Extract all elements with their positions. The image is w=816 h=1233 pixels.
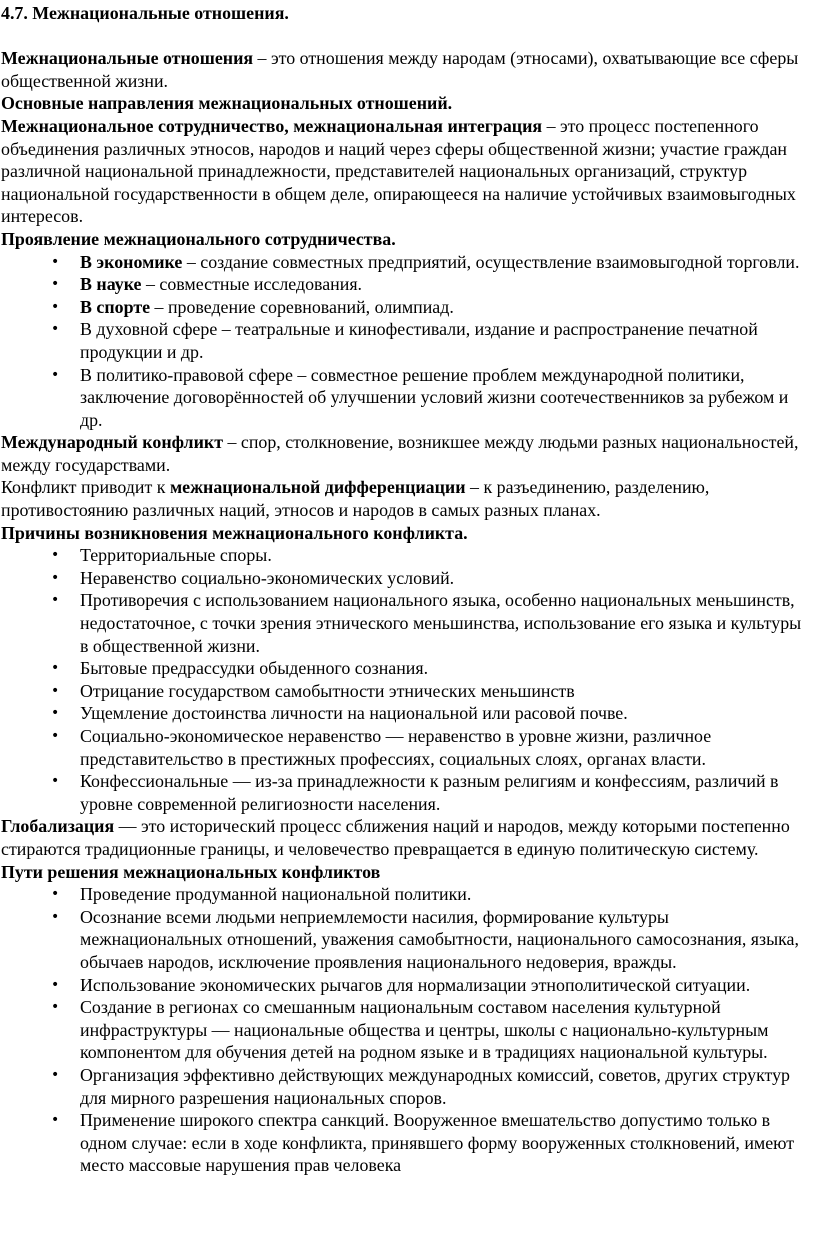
globalization-term: Глобализация (1, 816, 115, 837)
list-item: • Организация эффективно действующих международных комиссий, советов, других структур для мирного разрешения национальных споров. (1, 1064, 814, 1109)
conflict-paragraph (1, 431, 814, 476)
list-item (1, 318, 814, 363)
list-item: • Применение широкого спектра санкций. Вооруженное вмешательство допустимо только в одном случае: если в ходе конфликта, принявшего форму вооруженных столкновений, имеют место массовые нарушения прав человека (1, 1109, 814, 1177)
list-item: • Неравенство социально-экономических условий. (1, 567, 814, 590)
definition-term: Межнациональные отношения (1, 48, 254, 69)
list-item-text: – проведение соревнований, олимпиад. (150, 296, 454, 317)
conflict-text: – спор, столкновение, возникшее между людьми разных национальностей, между государствами. (1, 432, 799, 475)
list-item: • Территориальные споры. (1, 544, 814, 567)
list-item-bold: В экономике (80, 251, 183, 272)
list-item-text: В политико-правовой сфере – совместное решение проблем международной политики, заключение договорённостей об улучшении условий жизни соотечественников за рубежом и др. (80, 364, 789, 430)
list-item-text: – создание совместных предприятий, осуществление взаимовыгодной торговли. (182, 251, 800, 272)
list-item: • Противоречия с использованием национального языка, особенно национальных меньшинств, недостаточное, с точки зрения этнического меньшинства, использование его языка и культуры в общественной жизни. (1, 589, 814, 657)
globalization-text: — это исторический процесс сближения наций и народов, между которыми постепенно стираются традиционные границы, и человечество превращается в единую политическую систему. (1, 816, 790, 859)
list-item: • Социально-экономическое неравенство — неравенство в уровне жизни, различное представительство в престижных профессиях, социальных слоях, органах власти. (1, 725, 814, 770)
list-item: • Использование экономических рычагов для нормализации этнополитической ситуации. (1, 974, 814, 997)
differentiation-term: межнациональной дифференциации (169, 477, 466, 498)
list-item-text: В духовной сфере – театральные и кинофестивали, издание и распространение печатной продукции и др. (80, 319, 758, 362)
globalization-paragraph (1, 815, 814, 860)
directions-heading: Основные направления межнациональных отношений. (1, 93, 453, 114)
causes-heading: Причины возникновения межнационального конфликта. (1, 522, 468, 543)
solutions-list (1, 883, 814, 1177)
list-item: • Ущемление достоинства личности на национальной или расовой почве. (1, 702, 814, 725)
list-item: • Проведение продуманной национальной политики. (1, 883, 814, 906)
list-item: • Осознание всеми людьми неприемлемости насилия, формирование культуры межнациональных отношений, уважения самобытности, национального самосознания, языка, обычаев народов, исключение проявления национального недоверия, вражды. (1, 906, 814, 974)
list-item: • Конфессиональные — из-за принадлежности к разным религиям и конфессиям, различий в уровне современной религиозности населения. (1, 770, 814, 815)
list-item (1, 296, 814, 319)
list-item (1, 364, 814, 432)
cooperation-text: – это процесс постепенного объединения различных этносов, народов и наций через сферы общественной жизни; участие граждан различной национальной принадлежности, представителей национальных организаций, структур национальной государственности в общем деле, опирающееся на наличие устойчивых взаимовыгодных интересов. (1, 115, 796, 227)
differentiation-paragraph (1, 476, 814, 521)
list-item (1, 251, 814, 274)
list-item-bold: В спорте (80, 296, 151, 317)
solutions-heading: Пути решения межнациональных конфликтов (1, 861, 381, 882)
definition-paragraph (1, 47, 814, 92)
differentiation-before: Конфликт приводит к (1, 477, 170, 498)
causes-list (1, 544, 814, 815)
manifestation-list (1, 251, 814, 432)
manifestation-heading: Проявление межнационального сотрудничества. (1, 228, 396, 249)
list-item: • Бытовые предрассудки обыденного сознания. (1, 657, 814, 680)
cooperation-term: Межнациональное сотрудничество, межнациональная интеграция (1, 115, 543, 136)
cooperation-paragraph (1, 115, 814, 228)
differentiation-after: – к разъединению, разделению, противостоянию различных наций, этносов и народов в самых разных планах. (1, 477, 710, 521)
list-item-text: – совместные исследования. (141, 274, 363, 295)
list-item: • Создание в регионах со смешанным национальным составом населения культурной инфраструктуры — национальные общества и центры, школы с национально-культурным компонентом для обучения детей на родном языке и в традициях национальной культуры. (1, 996, 814, 1064)
list-item (1, 273, 814, 296)
list-item-bold: В науке (80, 274, 142, 295)
section-title: 4.7. Межнациональные отношения. (1, 3, 289, 23)
conflict-term: Международный конфликт (1, 432, 223, 453)
definition-text: – это отношения между народам (этносами), охватывающие все сферы общественной жизни. (1, 48, 799, 91)
list-item: • Отрицание государством самобытности этнических меньшинств (1, 680, 814, 703)
